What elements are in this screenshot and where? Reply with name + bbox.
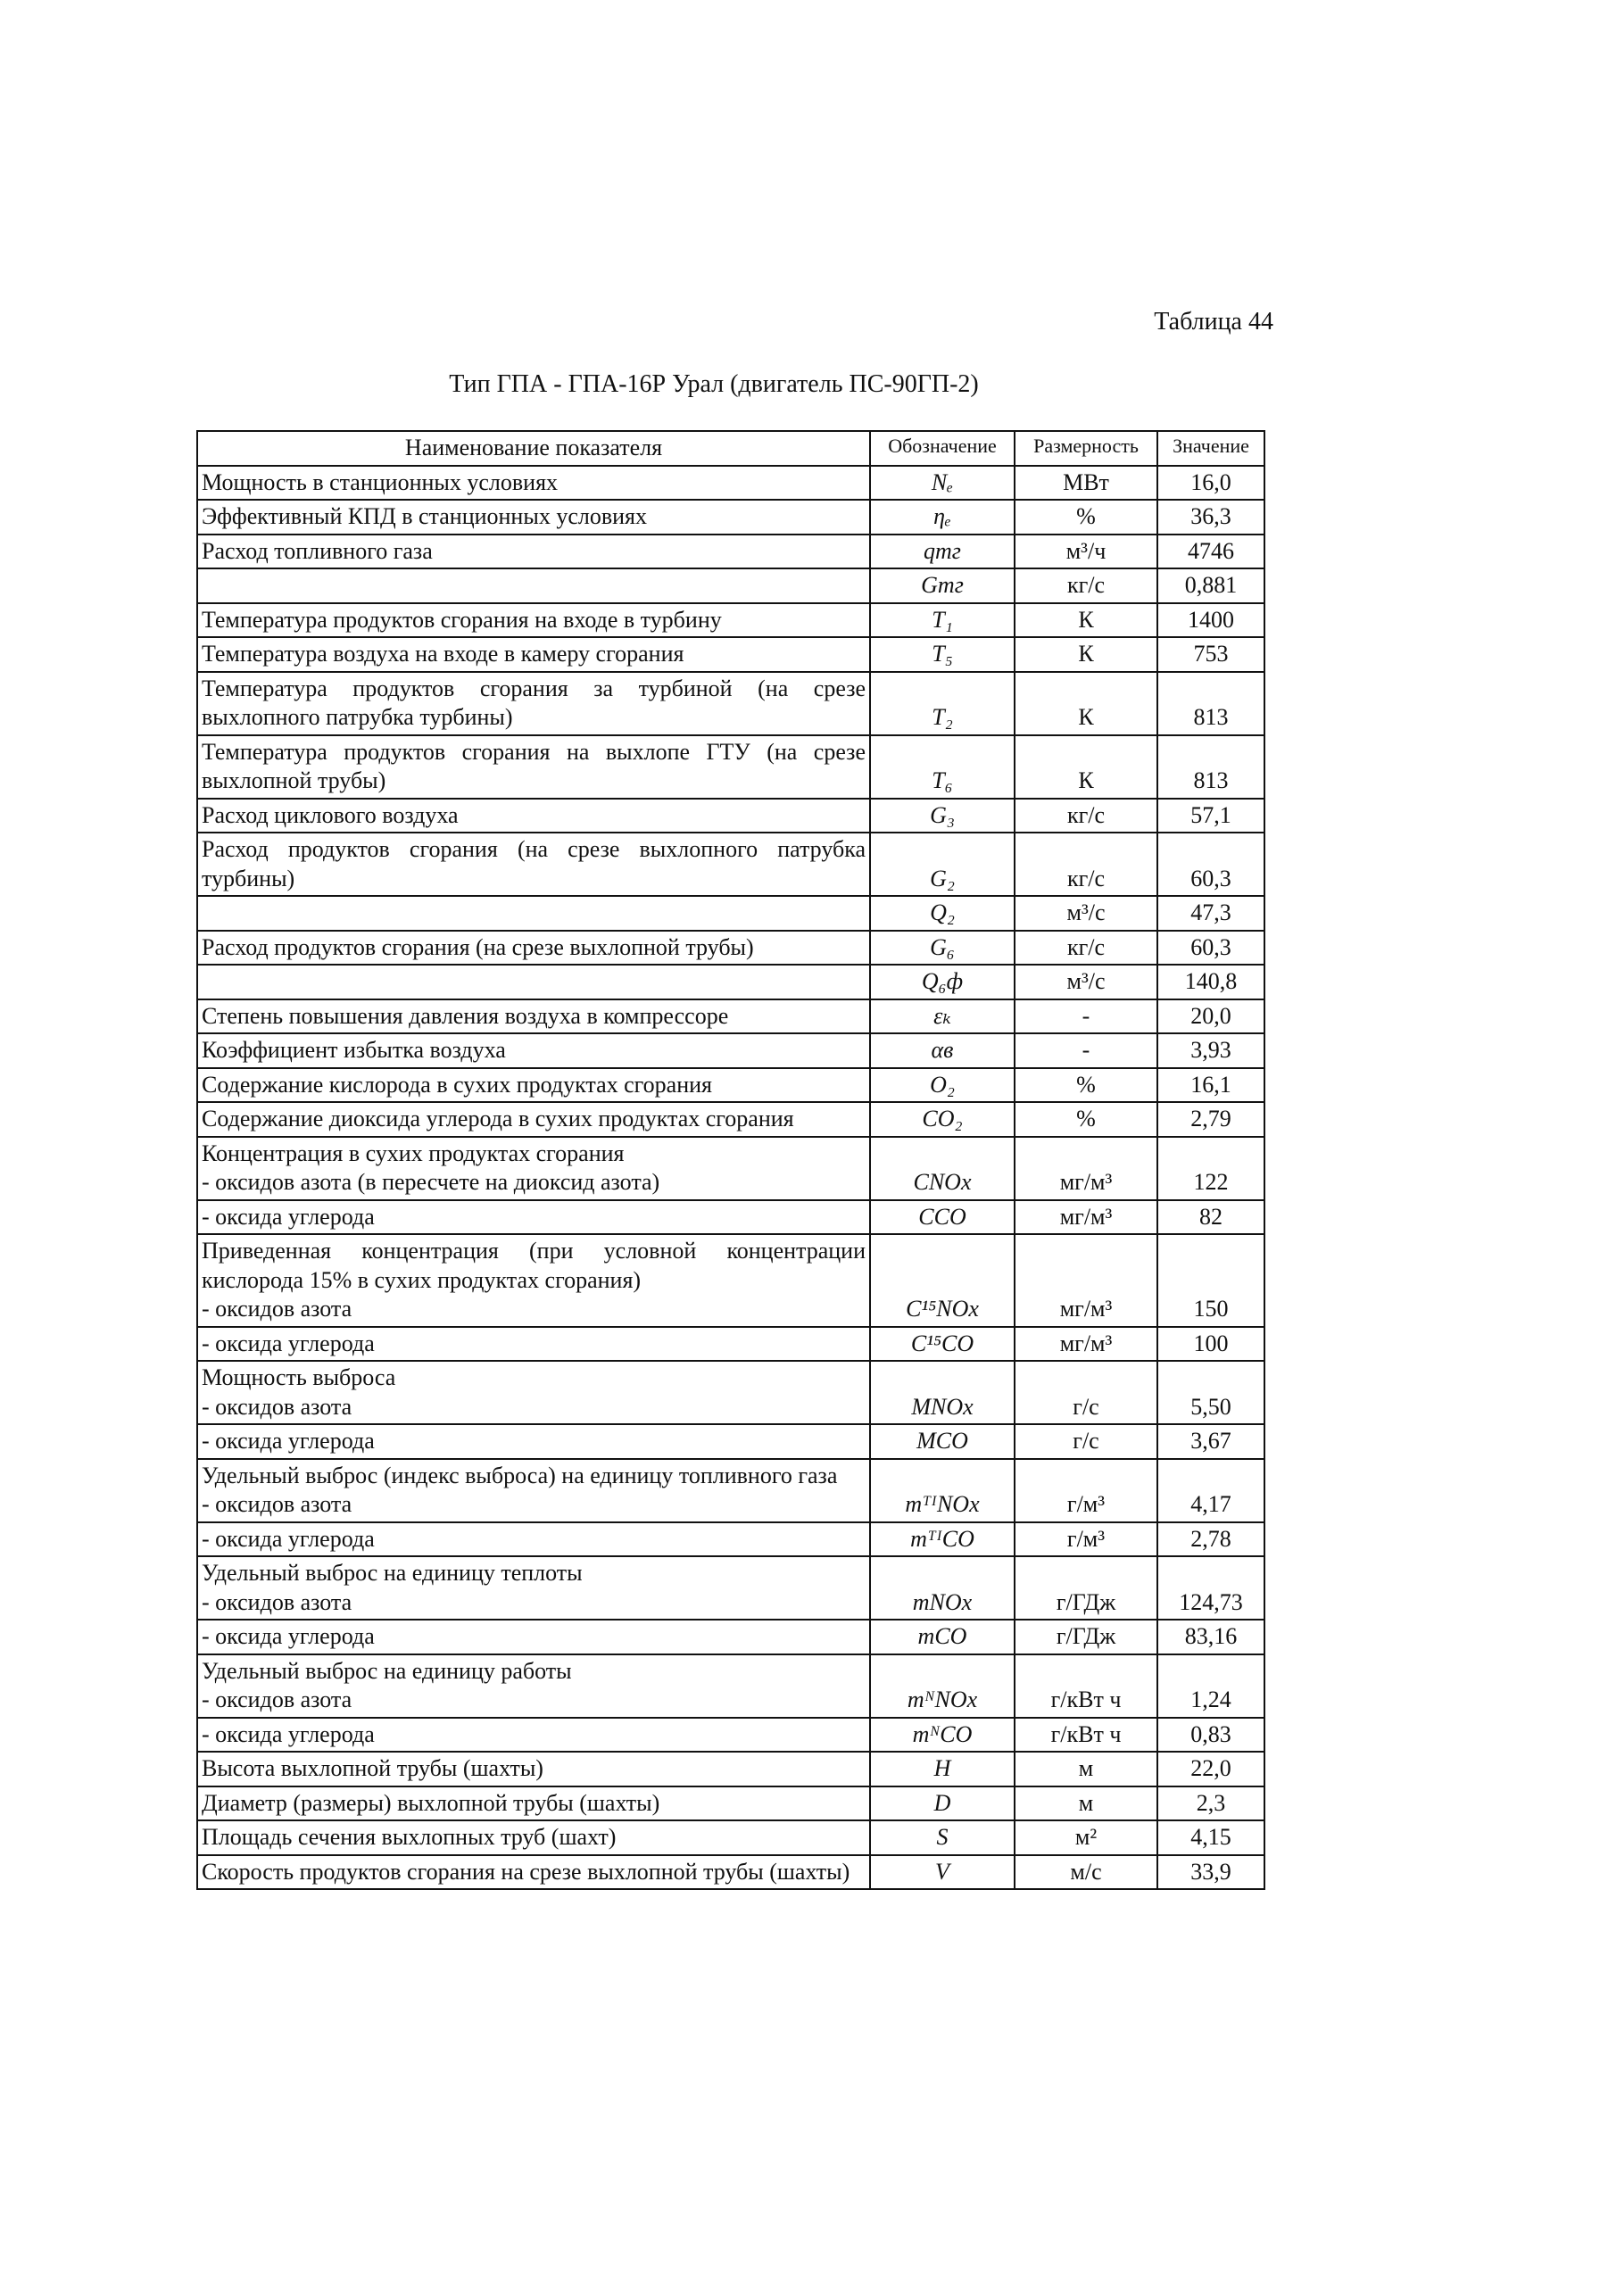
row-unit: кг/с xyxy=(1015,799,1157,833)
row-name xyxy=(197,1200,870,1235)
row-symbol: O₂ xyxy=(870,1068,1015,1103)
row-name-line: - оксида углерода xyxy=(202,1203,375,1230)
row-symbol: T₂ xyxy=(870,672,1015,735)
table-row xyxy=(197,1752,1264,1786)
row-unit: - xyxy=(1015,999,1157,1034)
row-name-line: Температура продуктов сгорания за турбиной (на срезе выхлопного патрубка турбины) xyxy=(202,675,866,730)
row-unit: г/м³ xyxy=(1015,1459,1157,1522)
row-name-line: Температура продуктов сгорания на выхлопе ГТУ (на срезе выхлопной трубы) xyxy=(202,738,866,793)
row-value: 16,1 xyxy=(1157,1068,1264,1103)
header-symbol: Обозначение xyxy=(870,431,1015,466)
table-row xyxy=(197,672,1264,735)
row-symbol: MCO xyxy=(870,1424,1015,1459)
table-row xyxy=(197,1459,1264,1522)
table-row xyxy=(197,1522,1264,1557)
row-value: 82 xyxy=(1157,1200,1264,1235)
row-unit: г/кВт ч xyxy=(1015,1718,1157,1753)
row-unit: кг/с xyxy=(1015,568,1157,603)
row-name-line: - оксидов азота xyxy=(202,1588,352,1615)
row-unit: К xyxy=(1015,672,1157,735)
table-row xyxy=(197,637,1264,672)
row-value: 60,3 xyxy=(1157,833,1264,896)
row-name-line: Расход топливного газа xyxy=(202,537,433,564)
row-unit: м² xyxy=(1015,1820,1157,1855)
row-name-line: Расход продуктов сгорания (на срезе выхлопной трубы) xyxy=(202,933,754,960)
table-header-row xyxy=(197,431,1264,466)
table-row xyxy=(197,799,1264,833)
row-value: 83,16 xyxy=(1157,1620,1264,1654)
row-name-line: Эффективный КПД в станционных условиях xyxy=(202,503,647,529)
row-name xyxy=(197,931,870,966)
table-row xyxy=(197,833,1264,896)
row-name xyxy=(197,1137,870,1200)
row-unit: м xyxy=(1015,1752,1157,1786)
table-caption: Таблица 44 xyxy=(1154,308,1273,336)
row-name xyxy=(197,500,870,535)
row-name-line: Высота выхлопной трубы (шахты) xyxy=(202,1755,543,1781)
table-row xyxy=(197,1556,1264,1620)
row-name xyxy=(197,672,870,735)
row-name xyxy=(197,1327,870,1362)
row-value: 4,15 xyxy=(1157,1820,1264,1855)
row-symbol: C¹⁵CO xyxy=(870,1327,1015,1362)
table-row xyxy=(197,1424,1264,1459)
row-value: 1400 xyxy=(1157,603,1264,638)
row-name-line: Содержание диоксида углерода в сухих продуктах сгорания xyxy=(202,1106,794,1131)
table-row xyxy=(197,999,1264,1034)
row-value: 813 xyxy=(1157,735,1264,799)
row-symbol: Gтг xyxy=(870,568,1015,603)
row-unit: м³/ч xyxy=(1015,535,1157,569)
row-name-line: - оксидов азота xyxy=(202,1491,352,1517)
row-symbol: T₆ xyxy=(870,735,1015,799)
row-symbol: C¹⁵NOx xyxy=(870,1234,1015,1327)
row-name xyxy=(197,896,870,931)
row-symbol: Q₂ xyxy=(870,896,1015,931)
row-name-line: - оксида углерода xyxy=(202,1623,375,1649)
row-name xyxy=(197,1033,870,1068)
row-name-line: Скорость продуктов сгорания на срезе выхлопной трубы (шахты) xyxy=(202,1858,850,1885)
row-name-line: Расход циклового воздуха xyxy=(202,801,459,828)
row-symbol: G₃ xyxy=(870,799,1015,833)
row-symbol: mᴺCO xyxy=(870,1718,1015,1753)
table-row xyxy=(197,1033,1264,1068)
row-name xyxy=(197,1620,870,1654)
row-unit: кг/с xyxy=(1015,833,1157,896)
row-symbol: αв xyxy=(870,1033,1015,1068)
row-name xyxy=(197,1855,870,1890)
table-row xyxy=(197,603,1264,638)
row-symbol: H xyxy=(870,1752,1015,1786)
table-row xyxy=(197,1327,1264,1362)
table-row xyxy=(197,1620,1264,1654)
row-name xyxy=(197,1361,870,1424)
row-unit: г/с xyxy=(1015,1424,1157,1459)
row-symbol: Nₑ xyxy=(870,466,1015,501)
table-row xyxy=(197,1200,1264,1235)
row-name xyxy=(197,1786,870,1821)
header-unit: Размерность xyxy=(1015,431,1157,466)
row-symbol: T₁ xyxy=(870,603,1015,638)
table-row xyxy=(197,735,1264,799)
row-symbol: MNOx xyxy=(870,1361,1015,1424)
table-title: Тип ГПА - ГПА-16Р Урал (двигатель ПС-90ГП-2) xyxy=(449,370,979,398)
row-unit: - xyxy=(1015,1033,1157,1068)
table-row xyxy=(197,568,1264,603)
row-name-line: Содержание кислорода в сухих продуктах сгорания xyxy=(202,1071,712,1098)
row-name-line: Удельный выброс (индекс выброса) на единицу топливного газа xyxy=(202,1462,838,1488)
row-name xyxy=(197,1752,870,1786)
row-name-line: - оксида углерода xyxy=(202,1720,375,1747)
row-unit: К xyxy=(1015,735,1157,799)
row-value: 150 xyxy=(1157,1234,1264,1327)
row-unit: м³/с xyxy=(1015,965,1157,999)
row-name-line: Диаметр (размеры) выхлопной трубы (шахты) xyxy=(202,1789,660,1816)
table-row xyxy=(197,1786,1264,1821)
row-name xyxy=(197,1556,870,1620)
table-row xyxy=(197,896,1264,931)
row-name xyxy=(197,1424,870,1459)
row-unit: г/ГДж xyxy=(1015,1620,1157,1654)
row-value: 2,79 xyxy=(1157,1102,1264,1137)
row-value: 0,881 xyxy=(1157,568,1264,603)
row-symbol: mᵀᴵNOx xyxy=(870,1459,1015,1522)
row-unit: мг/м³ xyxy=(1015,1234,1157,1327)
row-unit: кг/с xyxy=(1015,931,1157,966)
table-row xyxy=(197,931,1264,966)
row-name-line: - оксида углерода xyxy=(202,1525,375,1552)
row-name-line: Удельный выброс на единицу теплоты xyxy=(202,1560,583,1586)
row-name xyxy=(197,735,870,799)
row-symbol: mᴺNOx xyxy=(870,1654,1015,1718)
row-value: 47,3 xyxy=(1157,896,1264,931)
row-symbol: S xyxy=(870,1820,1015,1855)
row-name xyxy=(197,1459,870,1522)
row-name-line: Мощность в станционных условиях xyxy=(202,468,559,495)
row-name-line: Коэффициент избытка воздуха xyxy=(202,1037,506,1063)
row-name xyxy=(197,1234,870,1327)
row-value: 4746 xyxy=(1157,535,1264,569)
row-unit: % xyxy=(1015,1102,1157,1137)
row-name-line: Удельный выброс на единицу работы xyxy=(202,1657,572,1684)
row-unit: г/ГДж xyxy=(1015,1556,1157,1620)
table-row xyxy=(197,500,1264,535)
table-row xyxy=(197,1820,1264,1855)
row-value: 57,1 xyxy=(1157,799,1264,833)
row-value: 813 xyxy=(1157,672,1264,735)
table-row xyxy=(197,535,1264,569)
row-name-line: - оксидов азота (в пересчете на диоксид азота) xyxy=(202,1169,660,1195)
row-unit: К xyxy=(1015,603,1157,638)
row-name xyxy=(197,1718,870,1753)
row-name xyxy=(197,1820,870,1855)
row-unit: % xyxy=(1015,500,1157,535)
row-name xyxy=(197,466,870,501)
row-symbol: G₂ xyxy=(870,833,1015,896)
row-symbol: qтг xyxy=(870,535,1015,569)
table-row xyxy=(197,1718,1264,1753)
row-unit: м³/с xyxy=(1015,896,1157,931)
row-name xyxy=(197,833,870,896)
row-value: 20,0 xyxy=(1157,999,1264,1034)
row-unit: м/с xyxy=(1015,1855,1157,1890)
row-value: 1,24 xyxy=(1157,1654,1264,1718)
row-value: 2,78 xyxy=(1157,1522,1264,1557)
row-name-line: Приведенная концентрация (при условной концентрации кислорода 15% в сухих продуктах сгорания) xyxy=(202,1238,866,1293)
header-name: Наименование показателя xyxy=(197,431,870,466)
row-value: 140,8 xyxy=(1157,965,1264,999)
row-name xyxy=(197,1102,870,1137)
row-symbol: CCO xyxy=(870,1200,1015,1235)
row-name-line: Концентрация в сухих продуктах сгорания xyxy=(202,1140,625,1166)
table-row xyxy=(197,466,1264,501)
row-unit: мг/м³ xyxy=(1015,1327,1157,1362)
row-name-line: Температура продуктов сгорания на входе в турбину xyxy=(202,606,722,633)
row-symbol: G₆ xyxy=(870,931,1015,966)
row-name xyxy=(197,1654,870,1718)
row-name-line: - оксидов азота xyxy=(202,1393,352,1420)
row-value: 33,9 xyxy=(1157,1855,1264,1890)
row-symbol: T₅ xyxy=(870,637,1015,672)
data-table xyxy=(196,430,1265,1890)
row-name xyxy=(197,568,870,603)
row-name-line: - оксидов азота xyxy=(202,1296,352,1322)
row-unit: % xyxy=(1015,1068,1157,1103)
row-name xyxy=(197,965,870,999)
row-unit: МВт xyxy=(1015,466,1157,501)
row-name xyxy=(197,535,870,569)
row-name xyxy=(197,603,870,638)
table-row xyxy=(197,1654,1264,1718)
row-unit: К xyxy=(1015,637,1157,672)
row-unit: мг/м³ xyxy=(1015,1137,1157,1200)
row-value: 2,3 xyxy=(1157,1786,1264,1821)
row-value: 3,67 xyxy=(1157,1424,1264,1459)
row-name-line: Степень повышения давления воздуха в компрессоре xyxy=(202,1002,729,1029)
table-row xyxy=(197,1361,1264,1424)
row-value: 124,73 xyxy=(1157,1556,1264,1620)
row-name xyxy=(197,1068,870,1103)
table-row xyxy=(197,1102,1264,1137)
row-symbol: Q₆ф xyxy=(870,965,1015,999)
row-unit: г/с xyxy=(1015,1361,1157,1424)
table-row xyxy=(197,1234,1264,1327)
row-value: 16,0 xyxy=(1157,466,1264,501)
row-unit: м xyxy=(1015,1786,1157,1821)
row-name-line: - оксидов азота xyxy=(202,1687,352,1712)
row-name xyxy=(197,999,870,1034)
table-row xyxy=(197,1855,1264,1890)
row-name-line: Площадь сечения выхлопных труб (шахт) xyxy=(202,1824,617,1850)
table-row xyxy=(197,1137,1264,1200)
row-symbol: V xyxy=(870,1855,1015,1890)
row-name-line: - оксида углерода xyxy=(202,1330,375,1356)
row-unit: г/кВт ч xyxy=(1015,1654,1157,1718)
row-value: 0,83 xyxy=(1157,1718,1264,1753)
row-value: 5,50 xyxy=(1157,1361,1264,1424)
row-symbol: mCO xyxy=(870,1620,1015,1654)
row-symbol: D xyxy=(870,1786,1015,1821)
row-value: 36,3 xyxy=(1157,500,1264,535)
row-symbol: ηₑ xyxy=(870,500,1015,535)
row-name-line: - оксида углерода xyxy=(202,1428,375,1454)
row-symbol: CO₂ xyxy=(870,1102,1015,1137)
row-value: 22,0 xyxy=(1157,1752,1264,1786)
row-value: 3,93 xyxy=(1157,1033,1264,1068)
table-row xyxy=(197,965,1264,999)
row-symbol: mNOx xyxy=(870,1556,1015,1620)
row-name xyxy=(197,1522,870,1557)
row-name-line: Мощность выброса xyxy=(202,1364,396,1390)
row-value: 60,3 xyxy=(1157,931,1264,966)
row-symbol: CNOx xyxy=(870,1137,1015,1200)
row-value: 122 xyxy=(1157,1137,1264,1200)
row-name xyxy=(197,637,870,672)
row-symbol: εₖ xyxy=(870,999,1015,1034)
row-symbol: mᵀᴵCO xyxy=(870,1522,1015,1557)
row-value: 4,17 xyxy=(1157,1459,1264,1522)
row-name-line: Температура воздуха на входе в камеру сгорания xyxy=(202,641,684,667)
row-value: 100 xyxy=(1157,1327,1264,1362)
row-value: 753 xyxy=(1157,637,1264,672)
row-unit: мг/м³ xyxy=(1015,1200,1157,1235)
row-name-line: Расход продуктов сгорания (на срезе выхлопного патрубка турбины) xyxy=(202,836,866,891)
row-unit: г/м³ xyxy=(1015,1522,1157,1557)
header-value: Значение xyxy=(1157,431,1264,466)
table-row xyxy=(197,1068,1264,1103)
row-name xyxy=(197,799,870,833)
